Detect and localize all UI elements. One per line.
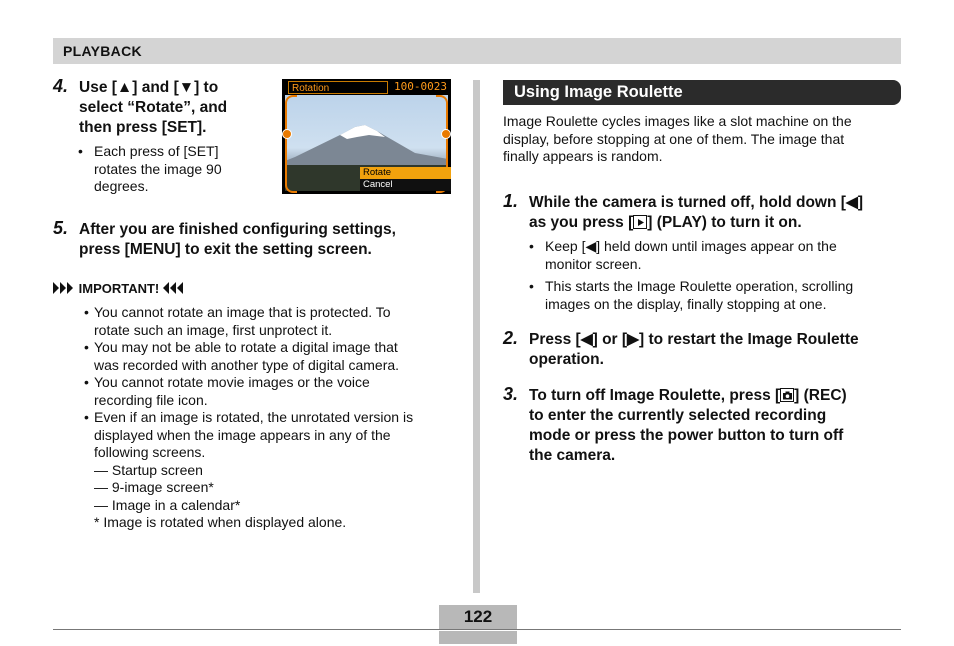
important-line-5: You cannot rotate movie images or the voice (94, 374, 370, 390)
step-1-bullet-2: • This starts the Image Roulette operation, scrolling images on the display, finally stopping at one. (529, 278, 854, 312)
step-3-number: 3. (503, 384, 519, 404)
step-4-bullet-line-2: rotates the image 90 (94, 160, 222, 177)
step-5-line-2: press [MENU] to exit the setting screen. (79, 241, 372, 258)
menu-option-rotate: Rotate (360, 167, 451, 179)
important-heading (53, 281, 185, 296)
column-divider (473, 80, 480, 593)
important-item-1: • You cannot rotate an image that is protected. To (84, 304, 391, 320)
important-item-2: • You may not be able to rotate a digital image that (84, 339, 398, 355)
menu-option-cancel: Cancel (360, 179, 451, 191)
section-title-bar (503, 80, 901, 105)
important-item-4: • Even if an image is rotated, the unrotated version is (84, 409, 414, 425)
step-5-number: 5. (53, 218, 69, 238)
step-4-line-1: Use [▲] and [▼] to (79, 79, 219, 96)
step-1-bullet-2-line-2: images on the display, finally stopping at one. (545, 295, 827, 312)
important-line-7: Even if an image is rotated, the unrotated version is (94, 409, 414, 425)
intro-line-1: Image Roulette cycles images like a slot machine on the (503, 113, 852, 129)
important-line-4: was recorded with another type of digital camera. (94, 356, 400, 373)
step-1-number: 1. (503, 191, 519, 211)
important-line-12: — Image in a calendar* (94, 496, 241, 513)
important-line-9: following screens. (94, 444, 206, 460)
page-number-box (439, 605, 517, 629)
important-line-1: You cannot rotate an image that is protected. To (94, 304, 391, 320)
important-line-11: — 9-image screen* (94, 479, 214, 495)
step-1-bullet-2-line-1: This starts the Image Roulette operation, scrolling (545, 278, 854, 294)
important-item-3: • You cannot rotate movie images or the voice (84, 374, 370, 390)
important-line-13: * Image is rotated when displayed alone. (94, 514, 347, 530)
step-1-line-2-start: as you press [ (529, 214, 634, 231)
important-line-10: — Startup screen (94, 461, 203, 478)
important-title: IMPORTANT! (78, 281, 160, 296)
section-header (53, 38, 901, 64)
step-3-line-3: mode or press the power button to turn off (529, 427, 844, 444)
important-left-marker-icon (53, 282, 75, 294)
screen-title: Rotation (288, 81, 388, 94)
step-3-line-1-end: ] (REC) (794, 387, 847, 404)
camera-icon (780, 388, 794, 402)
important-line-2: rotate such an image, first unprotect it. (94, 321, 333, 338)
step-3-line-1 (529, 386, 847, 406)
camera-screen-illustration (282, 79, 451, 194)
step-1-line-2 (529, 213, 802, 233)
step-2-line-2: operation. (529, 351, 604, 368)
step-1-line-1: While the camera is turned off, hold down [◀] (529, 194, 863, 211)
step-1-bullet-1: • Keep [◀] held down until images appear on the monitor screen. (529, 238, 837, 272)
intro-line-3: finally appears is random. (503, 148, 663, 164)
right-arrow-indicator-icon (441, 129, 451, 139)
step-4-line-3: then press [SET]. (79, 119, 207, 136)
step-3-line-4: the camera. (529, 447, 616, 464)
important-line-8: displayed when the image appears in any of the (94, 426, 391, 443)
left-frame-bracket (285, 95, 297, 193)
step-5-line-1: After you are finished configuring settings, (79, 221, 396, 238)
left-arrow-indicator-icon (282, 129, 292, 139)
footer-rule (53, 629, 901, 630)
section-header-label: PLAYBACK (63, 43, 142, 59)
important-list (84, 304, 414, 532)
important-right-marker-icon (163, 282, 185, 294)
important-line-6: recording file icon. (94, 391, 208, 408)
step-2-line-1: Press [◀] or [▶] to restart the Image Roulette (529, 331, 859, 348)
step-4-line-2: select “Rotate”, and (79, 99, 228, 116)
step-3-line-1-start: To turn off Image Roulette, press [ (529, 387, 781, 404)
step-4-bullet-line-3: degrees. (94, 178, 149, 194)
play-icon (633, 215, 647, 229)
step-3-line-2: to enter the currently selected recording (529, 407, 827, 424)
page-number-tab (439, 631, 517, 644)
step-4-bullet: • Each press of [SET] rotates the image 90 degrees. (78, 143, 222, 194)
step-4-bullet-line-1: Each press of [SET] (94, 143, 219, 159)
step-1-line-2-end: ] (PLAY) to turn it on. (647, 214, 802, 231)
intro-paragraph (503, 113, 852, 166)
step-4-number: 4. (53, 76, 69, 96)
intro-line-2: display, before stopping at one of them. The image that (503, 130, 845, 147)
step-2-number: 2. (503, 328, 519, 348)
step-1-bullet-1-line-1: Keep [◀] held down until images appear on the (545, 238, 837, 254)
section-title: Using Image Roulette (514, 83, 683, 101)
file-counter: 100-0023 (394, 80, 447, 93)
important-line-3: You may not be able to rotate a digital image that (94, 339, 398, 355)
step-1-bullet-1-line-2: monitor screen. (545, 255, 642, 272)
page-number: 122 (463, 607, 493, 626)
